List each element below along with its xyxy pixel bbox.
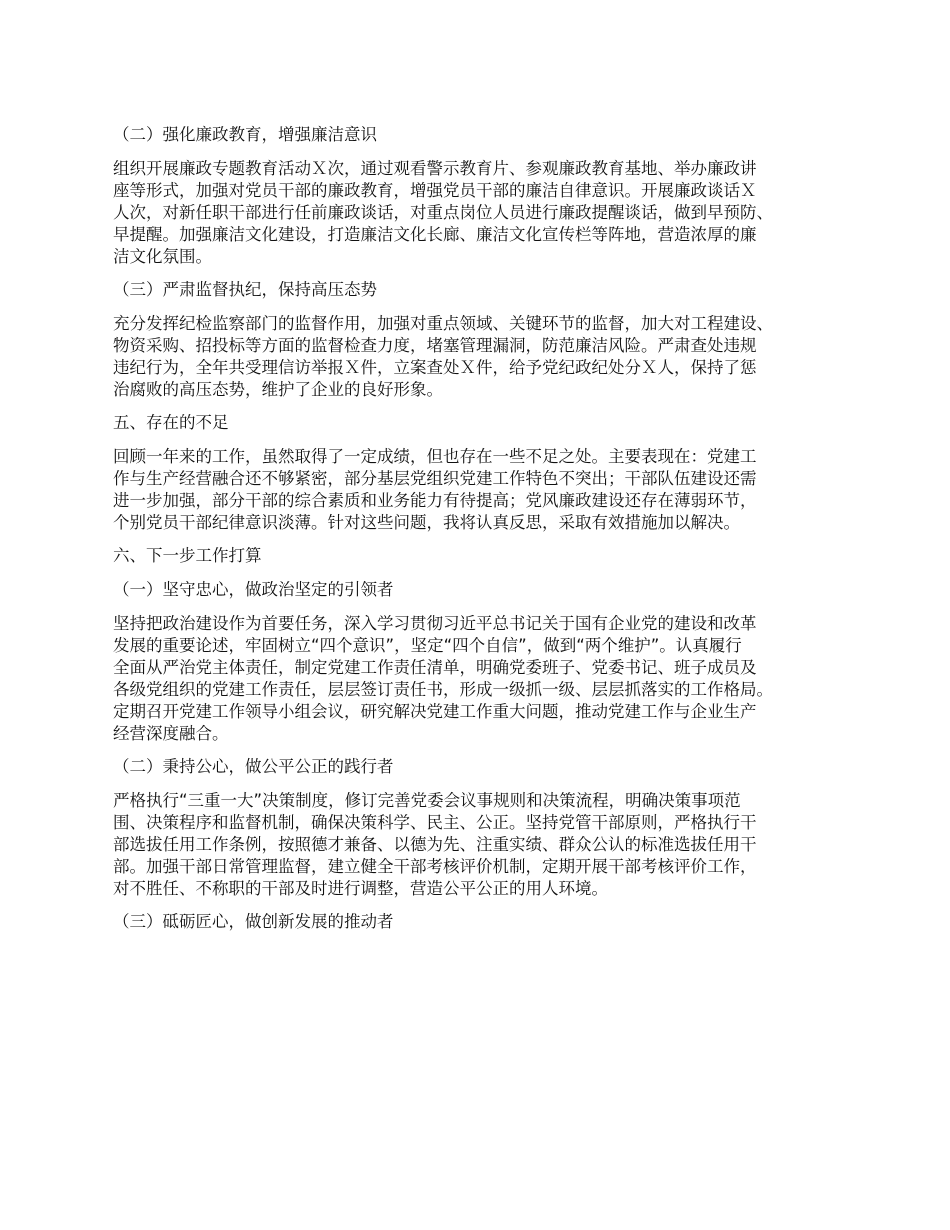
paragraph-line: 洁文化氛围。 <box>113 247 212 266</box>
paragraph-line: 回顾一年来的工作，虽然取得了一定成绩，但也存在一些不足之处。主要表现在：党建工 <box>113 447 757 466</box>
paragraph-line: 发展的重要论述，牢固树立“四个意识”，坚定“四个自信”，做到“两个维护”。认真履行 <box>113 636 742 655</box>
paragraph-line: 作与生产经营融合还不够紧密，部分基层党组织党建工作特色不突出；干部队伍建设还需 <box>113 469 757 488</box>
paragraph-line: 治腐败的高压态势，维护了企业的良好形象。 <box>113 380 443 399</box>
paragraph-line: 进一步加强，部分干部的综合素质和业务能力有待提高；党风廉政建设还存在薄弱环节， <box>113 491 757 510</box>
paragraph-line: 座等形式，加强对党员干部的廉政教育，增强党员干部的廉洁自律意识。开展廉政谈话Ｘ <box>113 181 757 200</box>
paragraph-line: 定期召开党建工作领导小组会议，研究解决党建工作重大问题，推动党建工作与企业生产 <box>113 702 757 721</box>
paragraph-line: 全面从严治党主体责任，制定党建工作责任清单，明确党委班子、党委书记、班子成员及 <box>113 658 757 677</box>
paragraph-line: 各级党组织的党建工作责任，层层签订责任书，形成一级抓一级、层层抓落实的工作格局。 <box>113 680 773 699</box>
heading-innovation: （三）砥砺匠心，做创新发展的推动者 <box>113 912 394 931</box>
paragraph-line: 坚持把政治建设作为首要任务，深入学习贯彻习近平总书记关于国有企业党的建设和改革 <box>113 614 757 633</box>
paragraph-line: 严格执行“三重一大”决策制度，修订完善党委会议事规则和决策流程，明确决策事项范 <box>113 791 741 810</box>
paragraph-discipline <box>113 313 848 401</box>
paragraph-line: 部。加强干部日常管理监督，建立健全干部考核评价机制，定期开展干部考核评价工作， <box>113 857 757 876</box>
heading-loyalty: （一）坚守忠心，做政治坚定的引领者 <box>113 580 394 599</box>
paragraph-line: 违纪行为，全年共受理信访举报Ｘ件，立案查处Ｘ件，给予党纪政纪处分Ｘ人，保持了惩 <box>113 358 757 377</box>
heading-discipline: （三）严肃监督执纪，保持高压态势 <box>113 280 377 299</box>
paragraph-line: 组织开展廉政专题教育活动Ｘ次，通过观看警示教育片、参观廉政教育基地、举办廉政讲 <box>113 159 757 178</box>
paragraph-line: 经营深度融合。 <box>113 724 229 743</box>
document-page <box>113 124 848 945</box>
heading-shortcomings: 五、存在的不足 <box>113 413 229 432</box>
heading-strengthen-education: （二）强化廉政教育，增强廉洁意识 <box>113 125 377 144</box>
paragraph-line: 物资采购、招投标等方面的监督检查力度，堵塞管理漏洞，防范廉洁风险。严肃查处违规 <box>113 336 757 355</box>
heading-next-plan: 六、下一步工作打算 <box>113 546 262 565</box>
paragraph-fairness <box>113 790 848 900</box>
paragraph-education <box>113 158 848 268</box>
paragraph-line: 部选拔任用工作条例，按照德才兼备、以德为先、注重实绩、群众公认的标准选拔任用干 <box>113 835 757 854</box>
paragraph-line: 早提醒。加强廉洁文化建设，打造廉洁文化长廊、廉洁文化宣传栏等阵地，营造浓厚的廉 <box>113 225 757 244</box>
paragraph-line: 人次，对新任职干部进行任前廉政谈话，对重点岗位人员进行廉政提醒谈话，做到早预防、 <box>113 203 773 222</box>
paragraph-line: 充分发挥纪检监察部门的监督作用，加强对重点领域、关键环节的监督，加大对工程建设、 <box>113 314 773 333</box>
heading-fairness: （二）秉持公心，做公平公正的践行者 <box>113 757 394 776</box>
paragraph-line: 对不胜任、不称职的干部及时进行调整，营造公平公正的用人环境。 <box>113 879 608 898</box>
paragraph-line: 个别党员干部纪律意识淡薄。针对这些问题，我将认真反思，采取有效措施加以解决。 <box>113 513 740 532</box>
paragraph-line: 围、决策程序和监督机制，确保决策科学、民主、公正。坚持党管干部原则，严格执行干 <box>113 813 757 832</box>
paragraph-loyalty <box>113 613 848 745</box>
paragraph-shortcomings <box>113 446 848 534</box>
